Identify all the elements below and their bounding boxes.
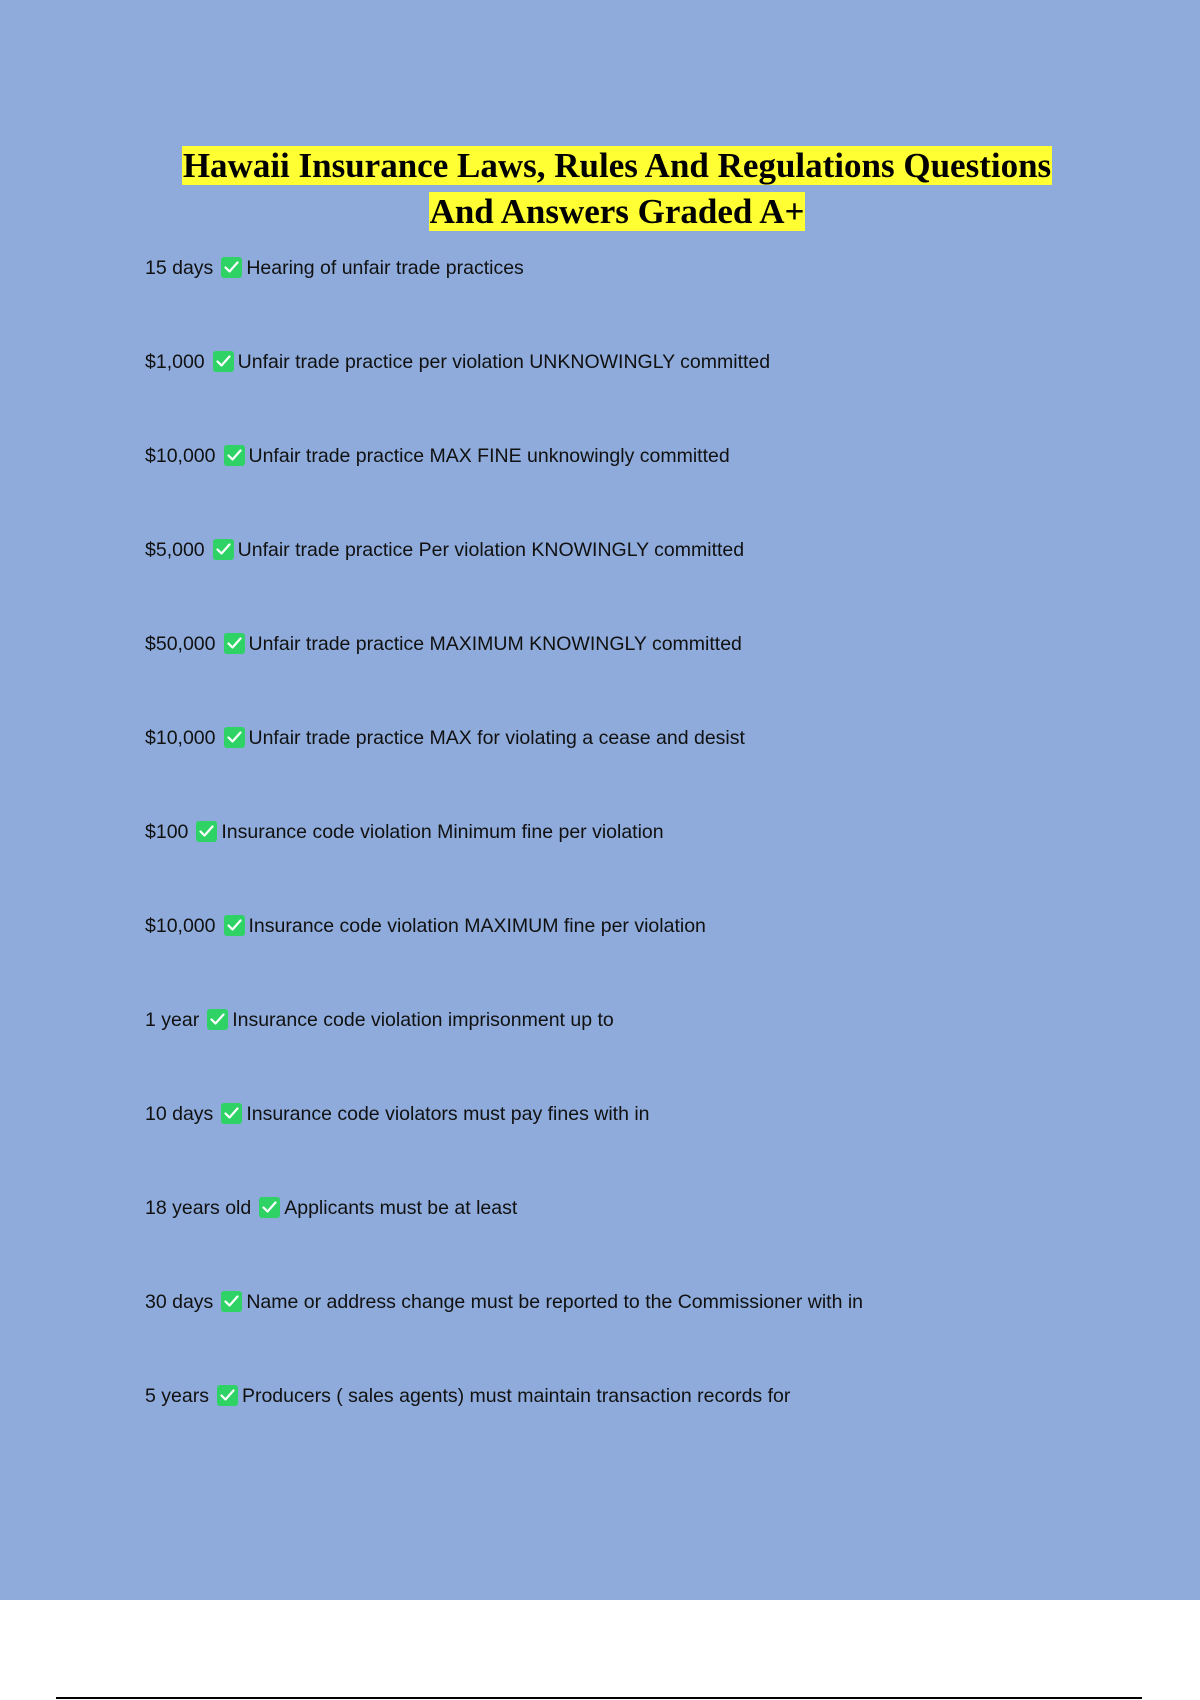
check-icon [224,633,245,654]
qa-term: 5 years [145,1385,209,1407]
qa-item [145,253,863,347]
qa-term: 15 days [145,257,214,279]
qa-term: 30 days [145,1291,214,1313]
qa-definition: Unfair trade practice MAX FINE unknowingly committed [248,445,730,467]
qa-definition: Insurance code violators must pay fines with in [246,1103,650,1125]
check-icon [213,351,234,372]
check-icon [224,445,245,466]
qa-item [145,1287,863,1381]
qa-definition: Applicants must be at least [284,1197,518,1219]
qa-definition: Unfair trade practice per violation UNKNOWINGLY committed [237,351,771,373]
title-line-1: Hawaii Insurance Laws, Rules And Regulations Questions [182,146,1052,185]
qa-definition: Hearing of unfair trade practices [246,257,524,279]
qa-item [145,1099,863,1193]
qa-item [145,1005,863,1099]
qa-term: $10,000 [145,445,216,467]
qa-term: $5,000 [145,539,205,561]
check-icon [224,727,245,748]
qa-term: $1,000 [145,351,205,373]
qa-definition: Unfair trade practice Per violation KNOWINGLY committed [237,539,745,561]
document-title [0,143,1200,235]
check-icon [213,539,234,560]
footer-rule [56,1697,1142,1699]
check-icon [221,257,242,278]
check-icon [224,915,245,936]
qa-item [145,723,863,817]
qa-item [145,911,863,1005]
qa-term: $100 [145,821,189,843]
title-line-2: And Answers Graded A+ [429,192,805,231]
qa-term: 10 days [145,1103,214,1125]
check-icon [259,1197,280,1218]
qa-item [145,817,863,911]
check-icon [217,1385,238,1406]
qa-item [145,347,863,441]
check-icon [221,1103,242,1124]
qa-definition: Insurance code violation Minimum fine per violation [221,821,664,843]
qa-definition: Unfair trade practice MAXIMUM KNOWINGLY committed [248,633,742,655]
qa-term: $10,000 [145,727,216,749]
qa-term: 18 years old [145,1197,252,1219]
check-icon [196,821,217,842]
check-icon [221,1291,242,1312]
qa-item [145,629,863,723]
qa-item [145,535,863,629]
qa-definition: Producers ( sales agents) must maintain transaction records for [241,1385,791,1407]
qa-item [145,1193,863,1287]
qa-item [145,441,863,535]
qa-term: 1 year [145,1009,200,1031]
qa-definition: Insurance code violation imprisonment up to [232,1009,614,1031]
qa-definition: Name or address change must be reported to the Commissioner with in [246,1291,864,1313]
check-icon [207,1009,228,1030]
qa-definition: Unfair trade practice MAX for violating a cease and desist [248,727,745,749]
qa-item [145,1381,863,1475]
qa-definition: Insurance code violation MAXIMUM fine per violation [248,915,706,937]
qa-list [145,253,863,1475]
qa-term: $50,000 [145,633,216,655]
qa-term: $10,000 [145,915,216,937]
